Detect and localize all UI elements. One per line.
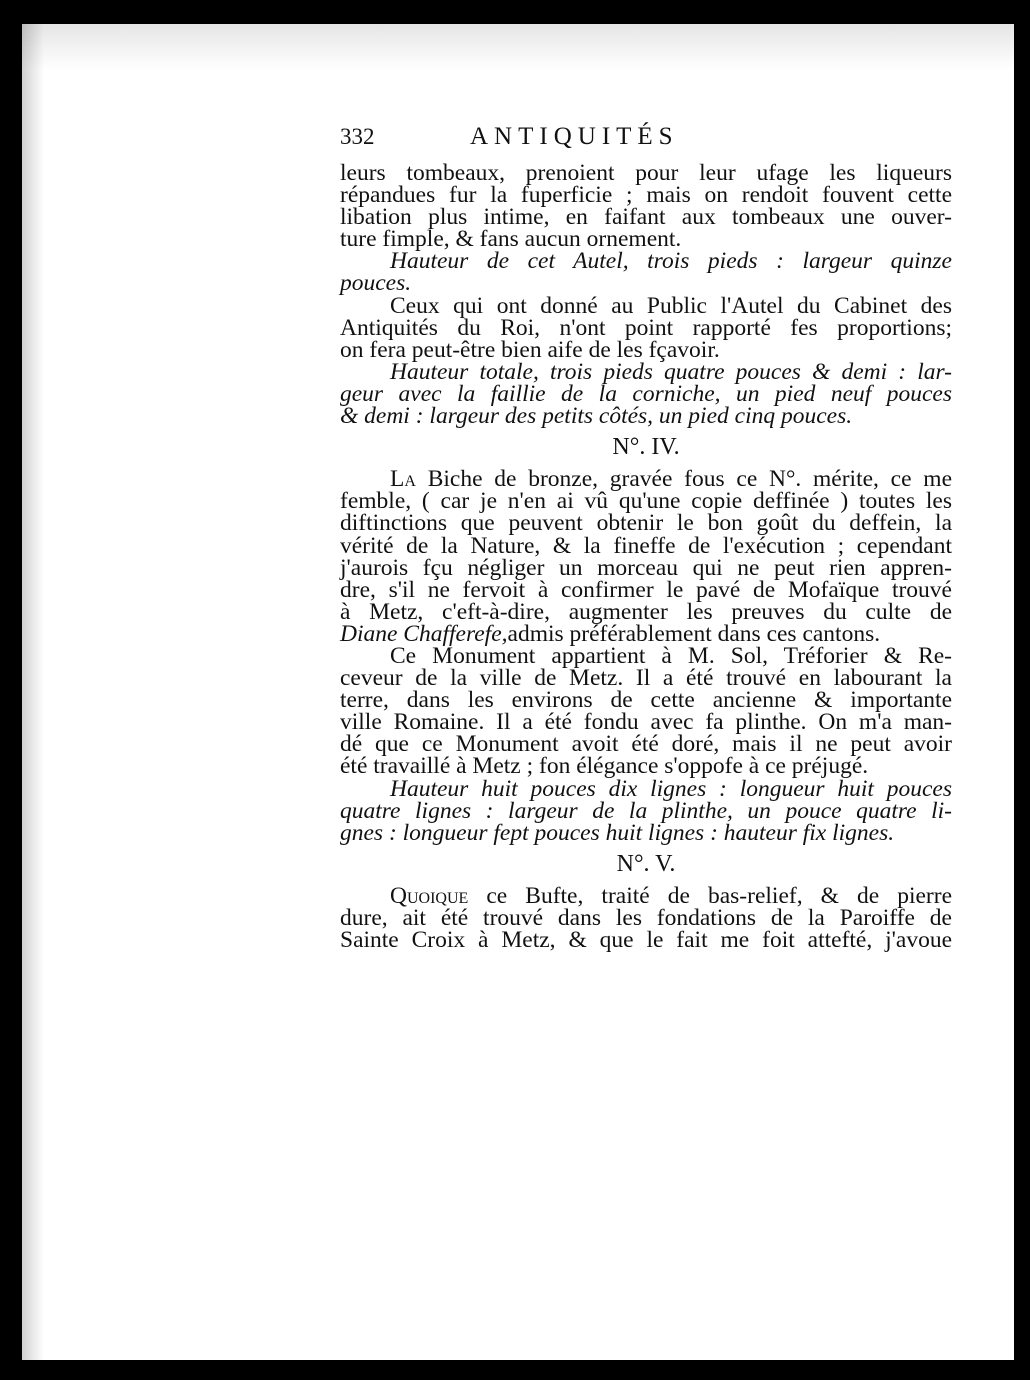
text-line: libation plus intime, en faifant aux tombeaux une ouver- <box>340 204 952 231</box>
text-line: femble, ( car je n'en ai vû qu'une copie deffinée ) toutes les <box>340 488 952 515</box>
text-line: Sainte Croix à Metz, & que le fait me foit attefté, j'avoue <box>340 927 952 954</box>
text-line: dre, s'il ne fervoit à confirmer le pavé de Mofaïque trouvé <box>340 576 952 603</box>
paragraph-quoique <box>340 882 953 954</box>
text-line: Ceux qui ont donné au Public l'Autel du Cabinet des <box>390 292 952 319</box>
text-line: j'aurois fçu négliger un morceau qui ne peut rien appren- <box>340 554 952 581</box>
text-line: dure, ait été trouvé dans les fondations de la Paroiffe de <box>340 905 952 931</box>
text-line: on fera peut-être bien aife de les fçavoir. <box>340 336 720 363</box>
text-line: été travaillé à Metz ; fon élégance s'oppofe à ce préjugé. <box>340 753 869 780</box>
text-run: ce Bufte, traité de bas-relief, & de pierre <box>486 882 953 909</box>
text-line: Hauteur totale, trois pieds quatre pouces & demi : lar- <box>390 358 952 385</box>
text-line: à Metz, c'eft-à-dire, augmenter les preuves du culte de <box>340 598 952 625</box>
page-number: 332 <box>340 124 375 149</box>
paragraph-monument <box>340 642 952 780</box>
page-header <box>340 123 952 162</box>
text-run: admis préférablement dans ces cantons. <box>507 620 881 647</box>
section-heading-iv: N°. IV. <box>612 434 680 461</box>
text-line: leurs tombeaux, prenoient pour leur ufage les liqueurs <box>340 160 952 186</box>
italic-name: Diane Chafferefe, <box>340 620 508 647</box>
text-line: Hauteur de cet Autel, trois pieds : largeur quinze <box>390 248 952 275</box>
paragraph-continuation <box>340 160 952 253</box>
text-line <box>340 882 953 909</box>
text-line: terre, dans les environs de cette ancienne & importante <box>340 687 952 714</box>
paragraph-ceux <box>340 292 952 363</box>
text-line: & demi : largeur des petits côtés, un pied cinq pouces. <box>340 403 853 430</box>
book-page <box>22 24 1014 1360</box>
section-heading-v: N°. V. <box>616 850 676 877</box>
text-line: répandues fur la fuperficie ; mais on rendoit fouvent cette <box>340 182 952 209</box>
paragraph-dimensions-cabinet <box>340 358 952 430</box>
text-line: ville Romaine. Il a été fondu avec fa plinthe. On m'a man- <box>340 709 952 736</box>
running-head: ANTIQUITÉS <box>470 123 679 150</box>
text-line: Antiquités du Roi, n'ont point rapporté fes proportions; <box>340 314 952 341</box>
text-line: vérité de la Nature, & la fineffe de l'exécution ; cependant <box>340 532 952 559</box>
first-word: Quoique <box>390 882 469 909</box>
text-line <box>340 620 952 647</box>
text-line: geur avec la faillie de la corniche, un pied neuf pouces <box>340 380 952 407</box>
text-line: ture fimple, & fans aucun ornement. <box>340 226 682 253</box>
text-line <box>340 466 953 493</box>
scan-shadow-left <box>22 24 44 1360</box>
text-line: quatre lignes : largeur de la plinthe, un pouce quatre li- <box>340 797 952 824</box>
first-word: La <box>390 466 416 493</box>
text-line: pouces. <box>340 270 412 297</box>
text-line: Ce Monument appartient à M. Sol, Tréforier & Re- <box>390 642 952 669</box>
text-line: ceveur de la ville de Metz. Il a été trouvé en labourant la <box>340 665 952 692</box>
text-line: diftinctions que peuvent obtenir le bon goût du deffein, la <box>340 510 952 537</box>
scan-shadow-top <box>22 24 1014 70</box>
paragraph-dimensions-biche <box>340 775 952 846</box>
text-line: gnes : longueur fept pouces huit lignes : hauteur fix lignes. <box>340 819 895 846</box>
text-line: dé que ce Monument avoit été doré, mais il ne peut avoir <box>340 731 952 758</box>
paragraph-biche <box>340 468 952 645</box>
text-column <box>340 123 953 954</box>
paragraph-dimensions-autel <box>340 248 952 297</box>
text-line: Hauteur huit pouces dix lignes : longueur huit pouces <box>390 775 952 802</box>
text-run: Biche de bronze, gravée fous ce N°. mérite, ce me <box>427 466 953 493</box>
